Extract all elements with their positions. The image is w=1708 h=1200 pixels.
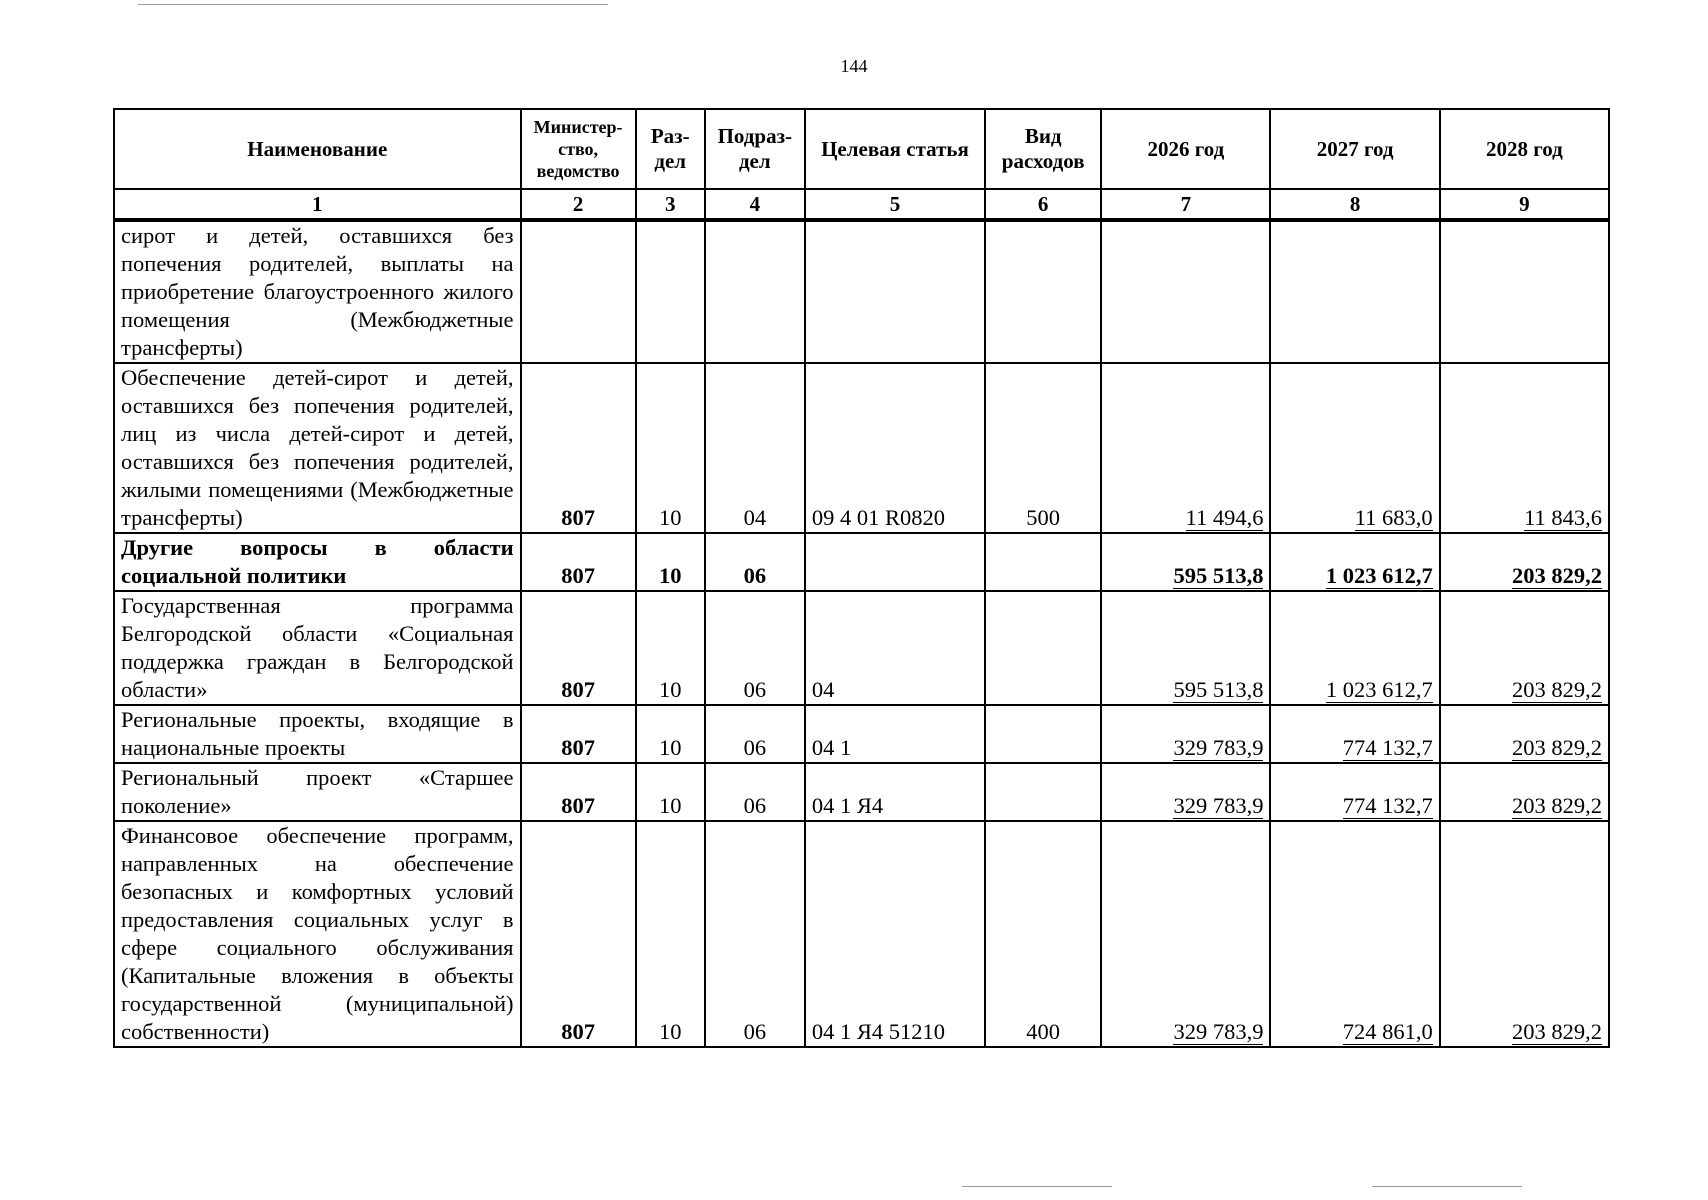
table-row	[114, 591, 1609, 705]
row-name: Государственная программа Белгородской области «Социальная поддержка граждан в Белгородской области»	[114, 591, 521, 705]
row-ministry: 807	[521, 821, 636, 1047]
row-value-2026	[1101, 363, 1270, 533]
column-number: 6	[985, 189, 1101, 220]
row-expense-type	[985, 705, 1101, 763]
column-number: 8	[1270, 189, 1439, 220]
table-row	[114, 763, 1609, 821]
column-number: 2	[521, 189, 636, 220]
row-target	[805, 533, 985, 591]
header-2027: 2027 год	[1270, 109, 1439, 189]
row-value-2028-text: 203 829,2	[1512, 563, 1602, 588]
row-value-2028	[1440, 220, 1609, 363]
row-value-2028-text: 203 829,2	[1512, 735, 1602, 760]
column-number: 5	[805, 189, 985, 220]
row-subsection: 06	[705, 821, 805, 1047]
row-value-2027-text: 11 683,0	[1354, 505, 1433, 530]
row-subsection: 04	[705, 363, 805, 533]
row-value-2027	[1270, 363, 1439, 533]
scan-artifact-bottom-line-right	[1372, 1186, 1522, 1187]
row-section	[636, 220, 705, 363]
column-number: 4	[705, 189, 805, 220]
row-subsection: 06	[705, 763, 805, 821]
header-row	[114, 109, 1609, 189]
row-name: Региональные проекты, входящие в национальные проекты	[114, 705, 521, 763]
row-name: Обеспечение детей-сирот и детей, оставшихся без попечения родителей, лиц из числа детей-сирот и детей, оставшихся без попечения родителей, жилыми помещениями (Межбюджетные трансферты)	[114, 363, 521, 533]
column-number: 3	[636, 189, 705, 220]
row-value-2027-text: 1 023 612,7	[1325, 563, 1433, 588]
row-ministry: 807	[521, 763, 636, 821]
row-value-2026-text: 329 783,9	[1173, 735, 1264, 760]
row-value-2027	[1270, 591, 1439, 705]
row-value-2027-text: 774 132,7	[1342, 735, 1433, 760]
row-expense-type	[985, 763, 1101, 821]
row-target: 09 4 01 R0820	[805, 363, 985, 533]
row-subsection	[705, 220, 805, 363]
row-value-2028-text: 203 829,2	[1512, 1019, 1602, 1044]
row-value-2028	[1440, 763, 1609, 821]
row-value-2027	[1270, 763, 1439, 821]
row-name: сирот и детей, оставшихся без попечения родителей, выплаты на приобретение благоустроенного жилого помещения (Межбюджетные трансферты)	[114, 220, 521, 363]
header-2028: 2028 год	[1440, 109, 1609, 189]
header-section: Раз-дел	[636, 109, 705, 189]
row-value-2028	[1440, 705, 1609, 763]
row-value-2026-text: 595 513,8	[1173, 677, 1264, 702]
row-ministry: 807	[521, 533, 636, 591]
row-target: 04 1 Я4	[805, 763, 985, 821]
header-expense-type: Вид расходов	[985, 109, 1101, 189]
row-value-2026-text: 329 783,9	[1173, 1019, 1264, 1044]
budget-table	[113, 108, 1610, 1048]
row-ministry: 807	[521, 591, 636, 705]
header-2026: 2026 год	[1101, 109, 1270, 189]
table-row	[114, 363, 1609, 533]
row-value-2027-text: 774 132,7	[1342, 793, 1433, 818]
row-section: 10	[636, 363, 705, 533]
row-section: 10	[636, 705, 705, 763]
table-row	[114, 220, 1609, 363]
row-name: Финансовое обеспечение программ, направленных на обеспечение безопасных и комфортных условий предоставления социальных услуг в сфере социального обслуживания (Капитальные вложения в объекты государственной (муниципальной) собственности)	[114, 821, 521, 1047]
scan-artifact-bottom-line	[962, 1186, 1112, 1187]
row-section: 10	[636, 821, 705, 1047]
table-row	[114, 705, 1609, 763]
row-section: 10	[636, 763, 705, 821]
row-expense-type	[985, 533, 1101, 591]
row-target: 04 1	[805, 705, 985, 763]
row-value-2028-text: 11 843,6	[1524, 505, 1602, 530]
row-subsection: 06	[705, 533, 805, 591]
header-target: Целевая статья	[805, 109, 985, 189]
column-number-row	[114, 189, 1609, 220]
row-section: 10	[636, 591, 705, 705]
row-ministry	[521, 220, 636, 363]
row-subsection: 06	[705, 705, 805, 763]
header-subsection: Подраз-дел	[705, 109, 805, 189]
row-value-2026	[1101, 821, 1270, 1047]
row-value-2026-text: 11 494,6	[1185, 505, 1264, 530]
row-value-2026	[1101, 705, 1270, 763]
row-value-2026	[1101, 591, 1270, 705]
row-value-2026-text: 595 513,8	[1173, 563, 1264, 588]
column-number: 9	[1440, 189, 1609, 220]
row-value-2028	[1440, 533, 1609, 591]
row-value-2026	[1101, 533, 1270, 591]
scan-artifact-top-line	[138, 4, 608, 5]
row-value-2027	[1270, 220, 1439, 363]
table-body	[114, 220, 1609, 1047]
table-row	[114, 821, 1609, 1047]
row-target	[805, 220, 985, 363]
header-ministry: Министер-ство, ведомство	[521, 109, 636, 189]
row-expense-type: 500	[985, 363, 1101, 533]
row-value-2026	[1101, 763, 1270, 821]
row-value-2028	[1440, 591, 1609, 705]
row-name: Другие вопросы в области социальной политики	[114, 533, 521, 591]
row-value-2027	[1270, 821, 1439, 1047]
table-row	[114, 533, 1609, 591]
row-section: 10	[636, 533, 705, 591]
row-value-2026	[1101, 220, 1270, 363]
row-value-2028-text: 203 829,2	[1512, 793, 1602, 818]
row-name: Региональный проект «Старшее поколение»	[114, 763, 521, 821]
row-subsection: 06	[705, 591, 805, 705]
row-ministry: 807	[521, 363, 636, 533]
row-value-2026-text: 329 783,9	[1173, 793, 1264, 818]
page-number: 144	[840, 56, 868, 76]
row-expense-type: 400	[985, 821, 1101, 1047]
row-value-2027-text: 724 861,0	[1342, 1019, 1433, 1044]
row-expense-type	[985, 591, 1101, 705]
row-value-2027-text: 1 023 612,7	[1325, 677, 1433, 702]
header-name: Наименование	[114, 109, 521, 189]
row-target: 04	[805, 591, 985, 705]
column-number: 1	[114, 189, 521, 220]
row-expense-type	[985, 220, 1101, 363]
row-value-2028-text: 203 829,2	[1512, 677, 1602, 702]
row-value-2027	[1270, 705, 1439, 763]
row-target: 04 1 Я4 51210	[805, 821, 985, 1047]
column-number: 7	[1101, 189, 1270, 220]
row-value-2027	[1270, 533, 1439, 591]
row-value-2028	[1440, 363, 1609, 533]
row-ministry: 807	[521, 705, 636, 763]
row-value-2028	[1440, 821, 1609, 1047]
